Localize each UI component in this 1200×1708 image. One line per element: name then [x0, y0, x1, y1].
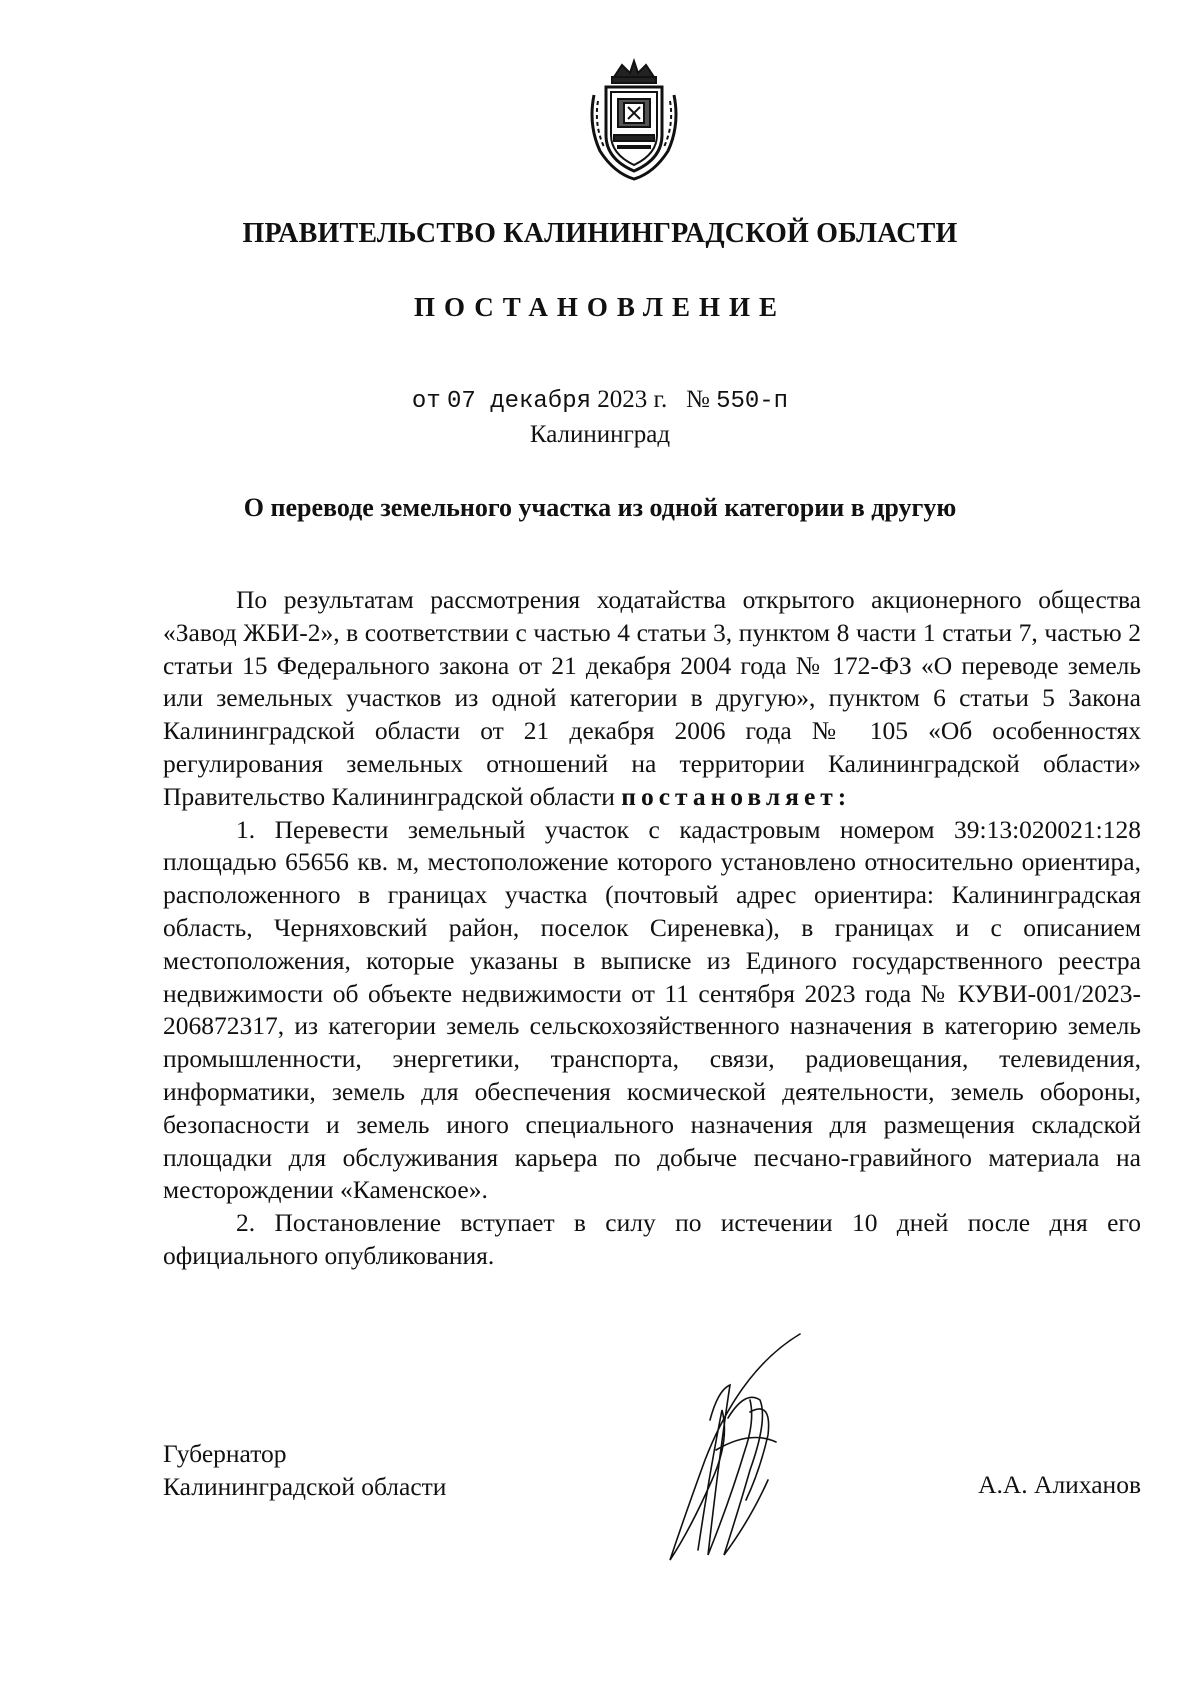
preamble-text: По результатам рассмотрения ходатайства открытого акционерного общества «Завод ЖБИ-2», в соответствии с частью 4 статьи 3, пунктом 8 части 1 статьи 7, частью 2 статьи 15 Федерального закона от 21 декабря 2004 года № 172-ФЗ «О переводе земель или земельных участков из одной категории в другую», пунктом 6 статьи 5 Закона Калининградской области от 21 декабря 2006 года № 105 «Об особенностях регулирования земельных отношений на территории Калининградской области» Правительство Калининградской области: [163, 585, 1141, 811]
date-day: 07 декабря: [446, 388, 592, 415]
document-number: 550-п: [716, 388, 789, 415]
date-prefix: от: [411, 388, 441, 415]
number-sign: №: [685, 386, 710, 413]
document-date-number: [0, 386, 1200, 415]
document-city: Калининград: [529, 421, 671, 448]
organization-name: ПРАВИТЕЛЬСТВО КАЛИНИНГРАДСКОЙ ОБЛАСТИ: [242, 218, 958, 249]
signer-title: [163, 1437, 446, 1503]
document-body: [163, 584, 1141, 1273]
resolves-word: постановляет:: [621, 781, 852, 811]
preamble-paragraph: [163, 584, 1141, 814]
signer-title-line-1: Губернатор: [163, 1439, 287, 1468]
handwritten-signature-icon: [650, 1330, 820, 1570]
signer-title-line-2: Калининградской области: [163, 1472, 447, 1501]
date-year: 2023 г.: [597, 386, 668, 413]
item-2-paragraph: 2. Постановление вступает в силу по истечении 10 дней после дня его официального опубликования.: [163, 1208, 1141, 1270]
document-type: ПОСТАНОВЛЕНИЕ: [413, 292, 787, 322]
document-subject: О переводе земельного участка из одной категории в другую: [243, 493, 957, 522]
coat-of-arms-icon: [584, 55, 684, 185]
signer-name: А.А. Алиханов: [978, 1470, 1141, 1499]
item-1-paragraph: 1. Перевести земельный участок с кадастровым номером 39:13:020021:128 площадью 65656 кв. м, местоположение которого установлено относительно ориентира, расположенного в границах участка (почтовый адрес ориентира: Калининградская область, Черняховский район, поселок Сиреневка), в границах и с описанием местоположения, которые указаны в выписке из Единого государственного реестра недвижимости об объекте недвижимости от 11 сентября 2023 года № КУВИ-001/2023-206872317, из категории земель сельскохозяйственного назначения в категорию земель промышленности, энергетики, транспорта, связи, радиовещания, телевидения, информатики, земель для обеспечения космической деятельности, земель обороны, безопасности и земель иного специального назначения для размещения складской площадки для обслуживания карьера по добыче песчано-гравийного материала на месторождении «Каменское».: [163, 814, 1141, 1205]
